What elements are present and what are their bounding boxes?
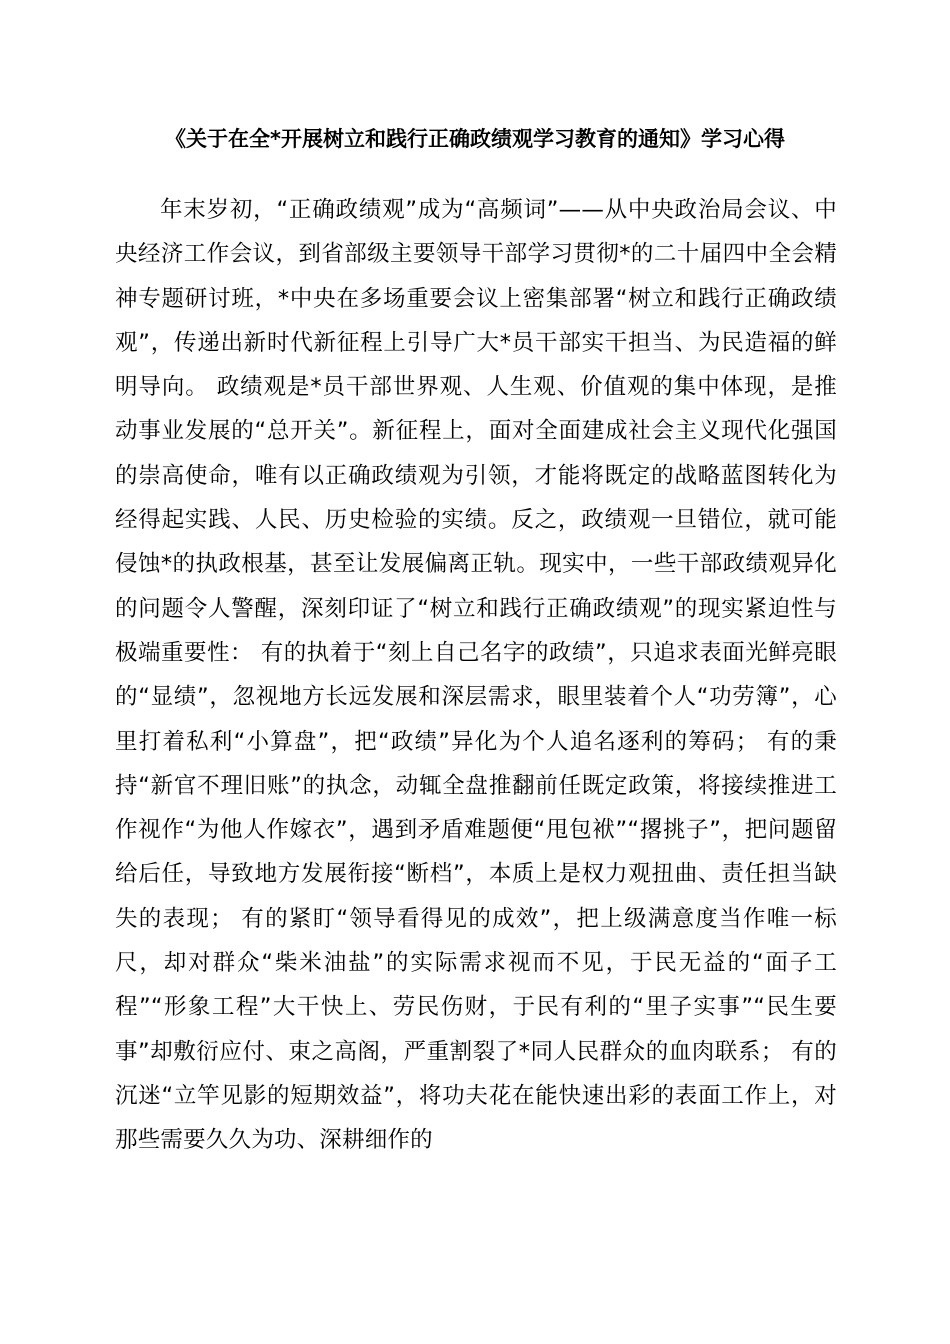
document-title: 《关于在全*开展树立和践行正确政绩观学习教育的通知》学习心得 bbox=[165, 127, 785, 151]
body-paragraph: 年末岁初，“正确政绩观”成为“高频词”——从中央政治局会议、中央经济工作会议，到省部级主要领导干部学习贯彻*的二十届四中全会精神专题研讨班，*中央在多场重要会议上密集部署“树立和践行正确政绩观”，传递出新时代新征程上引导广大*员干部实干担当、为民造福的鲜明导向。 政绩观是*员干部世界观、人生观、价值观的集中体现，是推动事业发展的“总开关”。新征程上，面对全面建成社会主义现代化强国的崇高使命，唯有以正确政绩观为引领，才能将既定的战略蓝图转化为经得起实践、人民、历史检验的实绩。反之，政绩观一旦错位，就可能侵蚀*的执政根基，甚至让发展偏离正轨。现实中，一些干部政绩观异化的问题令人警醒，深刻印证了“树立和践行正确政绩观”的现实紧迫性与极端重要性： 有的执着于“刻上自己名字的政绩”，只追求表面光鲜亮眼的“显绩”，忽视地方长远发展和深层需求，眼里装着个人“功劳簿”，心里打着私利“小算盘”，把“政绩”异化为个人追名逐利的筹码； 有的秉持“新官不理旧账”的执念，动辄全盘推翻前任既定政策，将接续推进工作视作“为他人作嫁衣”，遇到矛盾难题便“甩包袱”“撂挑子”，把问题留给后任，导致地方发展衔接“断档”，本质上是权力观扭曲、责任担当缺失的表现； 有的紧盯“领导看得见的成效”，把上级满意度当作唯一标尺，却对群众“柴米油盐”的实际需求视而不见，于民无益的“面子工程”“形象工程”大干快上、劳民伤财，于民有利的“里子实事”“民生要事”却敷衍应付、束之高阁，严重割裂了*同人民群众的血肉联系； 有的沉迷“立竿见影的短期效益”，将功夫花在能快速出彩的表面工作上，对那些需要久久为功、深耕细作的 bbox=[115, 197, 837, 1154]
